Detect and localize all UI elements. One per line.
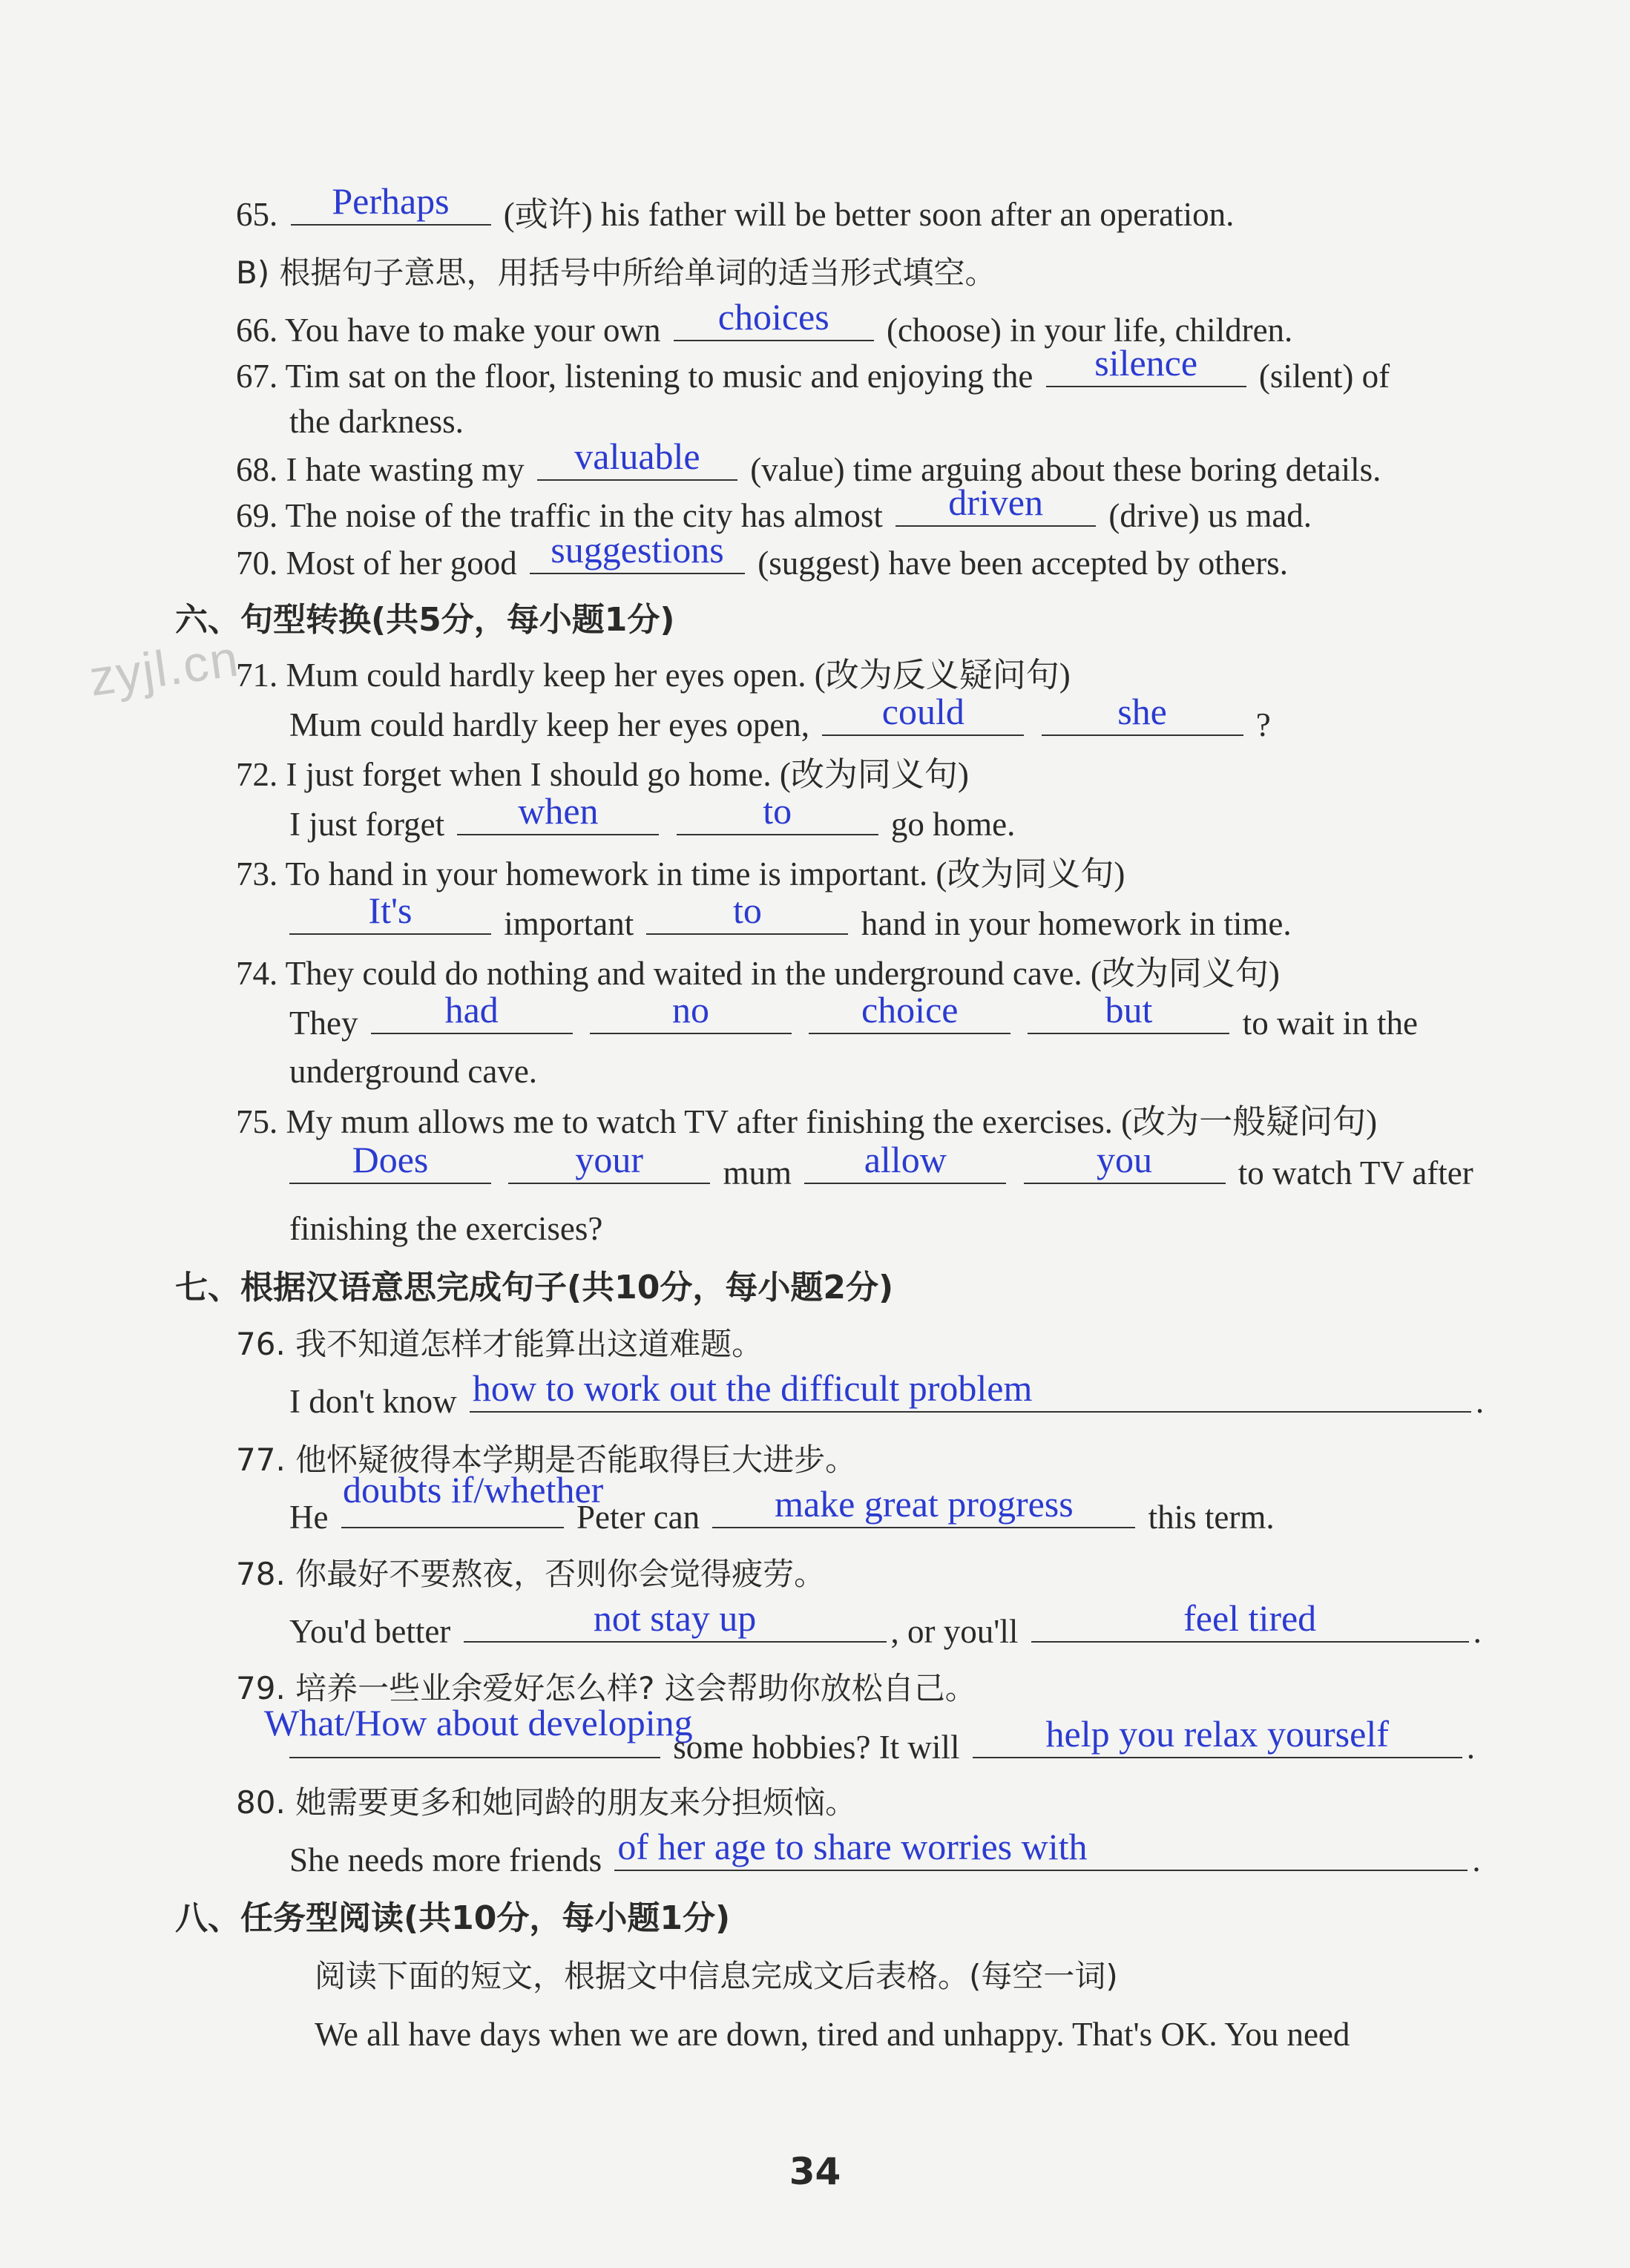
q71-suffix: ? — [1255, 706, 1271, 743]
q70-blank[interactable] — [530, 529, 745, 574]
q74-line — [289, 989, 1418, 1045]
q66-blank[interactable] — [674, 296, 874, 341]
q70-line — [236, 529, 1288, 585]
q66-answer: choices — [717, 296, 829, 338]
q68-prompt: 68. I hate wasting my — [236, 451, 525, 488]
q77-answer-1: doubts if/whether — [343, 1469, 604, 1511]
q78-period: . — [1473, 1613, 1482, 1650]
q73-question: 73. To hand in your homework in time is important. (改为同义句) — [236, 855, 1125, 893]
q78-middle: , or you'll — [890, 1613, 1019, 1650]
q79-blank-1[interactable] — [289, 1724, 660, 1758]
page-number: 34 — [789, 2150, 841, 2193]
q74-answer-4: but — [1105, 989, 1153, 1031]
q67-continuation: the darkness. — [289, 403, 464, 440]
q78-chinese: 78. 你最好不要熬夜，否则你会觉得疲劳。 — [236, 1556, 826, 1592]
q73-answer-1: It's — [368, 890, 413, 931]
q74-suffix: to wait in the — [1242, 1005, 1418, 1042]
q72-answer-1: when — [518, 790, 599, 832]
q70-answer: suggestions — [551, 529, 724, 571]
q77-suffix: this term. — [1148, 1499, 1275, 1536]
q78-line — [289, 1597, 1482, 1654]
q77-middle: Peter can — [576, 1499, 700, 1536]
q67-suffix: (silent) of — [1258, 358, 1390, 395]
q71-answer-1: could — [881, 691, 964, 732]
q69-blank[interactable] — [895, 481, 1096, 527]
q71-blank-1[interactable] — [822, 691, 1024, 736]
q71-prompt: Mum could hardly keep her eyes open, — [289, 706, 810, 743]
q79-answer-2: help you relax yourself — [1045, 1713, 1389, 1755]
q74-blank-4[interactable] — [1028, 989, 1229, 1034]
q80-line — [289, 1826, 1481, 1882]
q72-blank-1[interactable] — [457, 790, 659, 835]
q78-prompt: You'd better — [289, 1613, 451, 1650]
q77-blank-1[interactable] — [341, 1494, 564, 1528]
q71-blank-2[interactable] — [1042, 691, 1243, 736]
q72-line — [289, 790, 1016, 847]
q79-middle: some hobbies? It will — [673, 1729, 960, 1766]
section-8-passage: We all have days when we are down, tired and unhappy. That's OK. You need — [315, 2016, 1350, 2053]
q65-line — [236, 180, 1235, 237]
q67-line — [236, 342, 1390, 398]
q75-answer-1: Does — [352, 1139, 429, 1180]
q80-blank[interactable] — [614, 1826, 1468, 1871]
q68-line — [236, 435, 1381, 492]
q72-answer-2: to — [763, 790, 792, 832]
q79-answer-1: What/How about developing — [264, 1702, 693, 1743]
q76-chinese: 76. 我不知道怎样才能算出这道难题。 — [236, 1326, 763, 1362]
q80-prompt: She needs more friends — [289, 1841, 602, 1879]
q78-answer-2: feel tired — [1183, 1597, 1317, 1639]
q77-chinese: 77. 他怀疑彼得本学期是否能取得巨大进步。 — [236, 1442, 857, 1478]
q70-suffix: (suggest) have been accepted by others. — [758, 545, 1288, 582]
q74-question: 74. They could do nothing and waited in the underground cave. (改为同义句) — [236, 955, 1280, 992]
q74-blank-2[interactable] — [590, 989, 792, 1034]
q76-period: . — [1475, 1383, 1485, 1420]
q71-question: 71. Mum could hardly keep her eyes open. (改为反义疑问句) — [236, 657, 1071, 694]
q72-blank-2[interactable] — [677, 790, 878, 835]
q76-prompt: I don't know — [289, 1383, 457, 1420]
q69-answer: driven — [948, 481, 1043, 523]
q75-answer-2: your — [575, 1139, 644, 1180]
q75-answer-3: allow — [864, 1139, 947, 1180]
q72-question: 72. I just forget when I should go home. (改为同义句) — [236, 756, 969, 793]
q78-answer-1: not stay up — [593, 1597, 757, 1639]
q80-chinese: 80. 她需要更多和她同龄的朋友来分担烦恼。 — [236, 1784, 857, 1821]
q75-continuation: finishing the exercises? — [289, 1210, 603, 1247]
q65-text: (或许) his father will be better soon after an operation. — [503, 196, 1235, 233]
q65-number: 65. — [236, 196, 278, 233]
q79-period: . — [1466, 1729, 1475, 1766]
q80-answer: of her age to share worries with — [617, 1826, 1088, 1867]
q66-suffix: (choose) in your life, children. — [886, 312, 1293, 349]
q75-line — [289, 1139, 1473, 1195]
q77-blank-2[interactable] — [712, 1483, 1135, 1528]
q74-blank-3[interactable] — [809, 989, 1010, 1034]
q74-blank-1[interactable] — [371, 989, 573, 1034]
q74-continuation: underground cave. — [289, 1053, 538, 1090]
q80-period: . — [1472, 1841, 1481, 1879]
q65-answer: Perhaps — [332, 180, 450, 222]
q69-line — [236, 481, 1312, 538]
q74-answer-3: choice — [861, 989, 959, 1031]
q73-line — [289, 890, 1292, 946]
q70-prompt: 70. Most of her good — [236, 545, 517, 582]
q73-answer-2: to — [733, 890, 762, 931]
watermark: zyjl.cn — [85, 630, 243, 707]
q76-answer: how to work out the difficult problem — [472, 1367, 1033, 1409]
q71-answer-2: she — [1117, 691, 1167, 732]
q74-answer-1: had — [444, 989, 499, 1031]
q67-answer: silence — [1094, 342, 1198, 384]
q75-blank-3[interactable] — [804, 1139, 1006, 1184]
q68-blank[interactable] — [537, 435, 737, 481]
q77-prompt: He — [289, 1499, 329, 1536]
q75-blank-2[interactable] — [508, 1139, 710, 1184]
q69-prompt: 69. The noise of the traffic in the city has almost — [236, 497, 883, 534]
q77-answer-2: make great progress — [775, 1483, 1074, 1525]
q79-blank-2[interactable] — [973, 1713, 1462, 1758]
q75-blank-1[interactable] — [289, 1139, 491, 1184]
q67-blank[interactable] — [1046, 342, 1246, 387]
q78-blank-1[interactable] — [464, 1597, 887, 1643]
q76-line — [289, 1367, 1485, 1424]
q72-suffix: go home. — [890, 806, 1016, 843]
q73-middle: important — [504, 905, 634, 942]
section-8-instruction: 阅读下面的短文，根据文中信息完成文后表格。(每空一词) — [315, 1958, 1118, 1994]
q74-answer-2: no — [671, 989, 709, 1031]
q75-answer-4: you — [1097, 1139, 1153, 1180]
section-6-title: 六、句型转换(共5分，每小题1分) — [175, 601, 675, 639]
q73-suffix: hand in your homework in time. — [861, 905, 1292, 942]
q76-blank[interactable] — [470, 1367, 1471, 1413]
q69-suffix: (drive) us mad. — [1108, 497, 1312, 534]
q73-blank-1[interactable] — [289, 890, 491, 935]
section-b-title: B) 根据句子意思，用括号中所给单词的适当形式填空。 — [236, 254, 996, 291]
section-7-title: 七、根据汉语意思完成句子(共10分，每小题2分) — [175, 1269, 894, 1306]
q65-blank[interactable] — [291, 180, 491, 226]
q74-prompt: They — [289, 1005, 358, 1042]
q66-prompt: 66. You have to make your own — [236, 312, 661, 349]
q79-chinese: 79. 培养一些业余爱好怎么样? 这会帮助你放松自己。 — [236, 1670, 976, 1706]
q71-line — [289, 691, 1271, 747]
q78-blank-2[interactable] — [1031, 1597, 1469, 1643]
q73-blank-2[interactable] — [646, 890, 848, 935]
q68-suffix: (value) time arguing about these boring details. — [750, 451, 1381, 488]
section-8-title: 八、任务型阅读(共10分，每小题1分) — [175, 1899, 731, 1937]
q75-question: 75. My mum allows me to watch TV after finishing the exercises. (改为一般疑问句) — [236, 1103, 1378, 1140]
q75-suffix: to watch TV after — [1238, 1154, 1473, 1191]
q75-middle: mum — [723, 1154, 792, 1191]
q68-answer: valuable — [574, 435, 700, 477]
q67-prompt: 67. Tim sat on the floor, listening to music and enjoying the — [236, 358, 1033, 395]
q72-prompt: I just forget — [289, 806, 445, 843]
q75-blank-4[interactable] — [1024, 1139, 1226, 1184]
